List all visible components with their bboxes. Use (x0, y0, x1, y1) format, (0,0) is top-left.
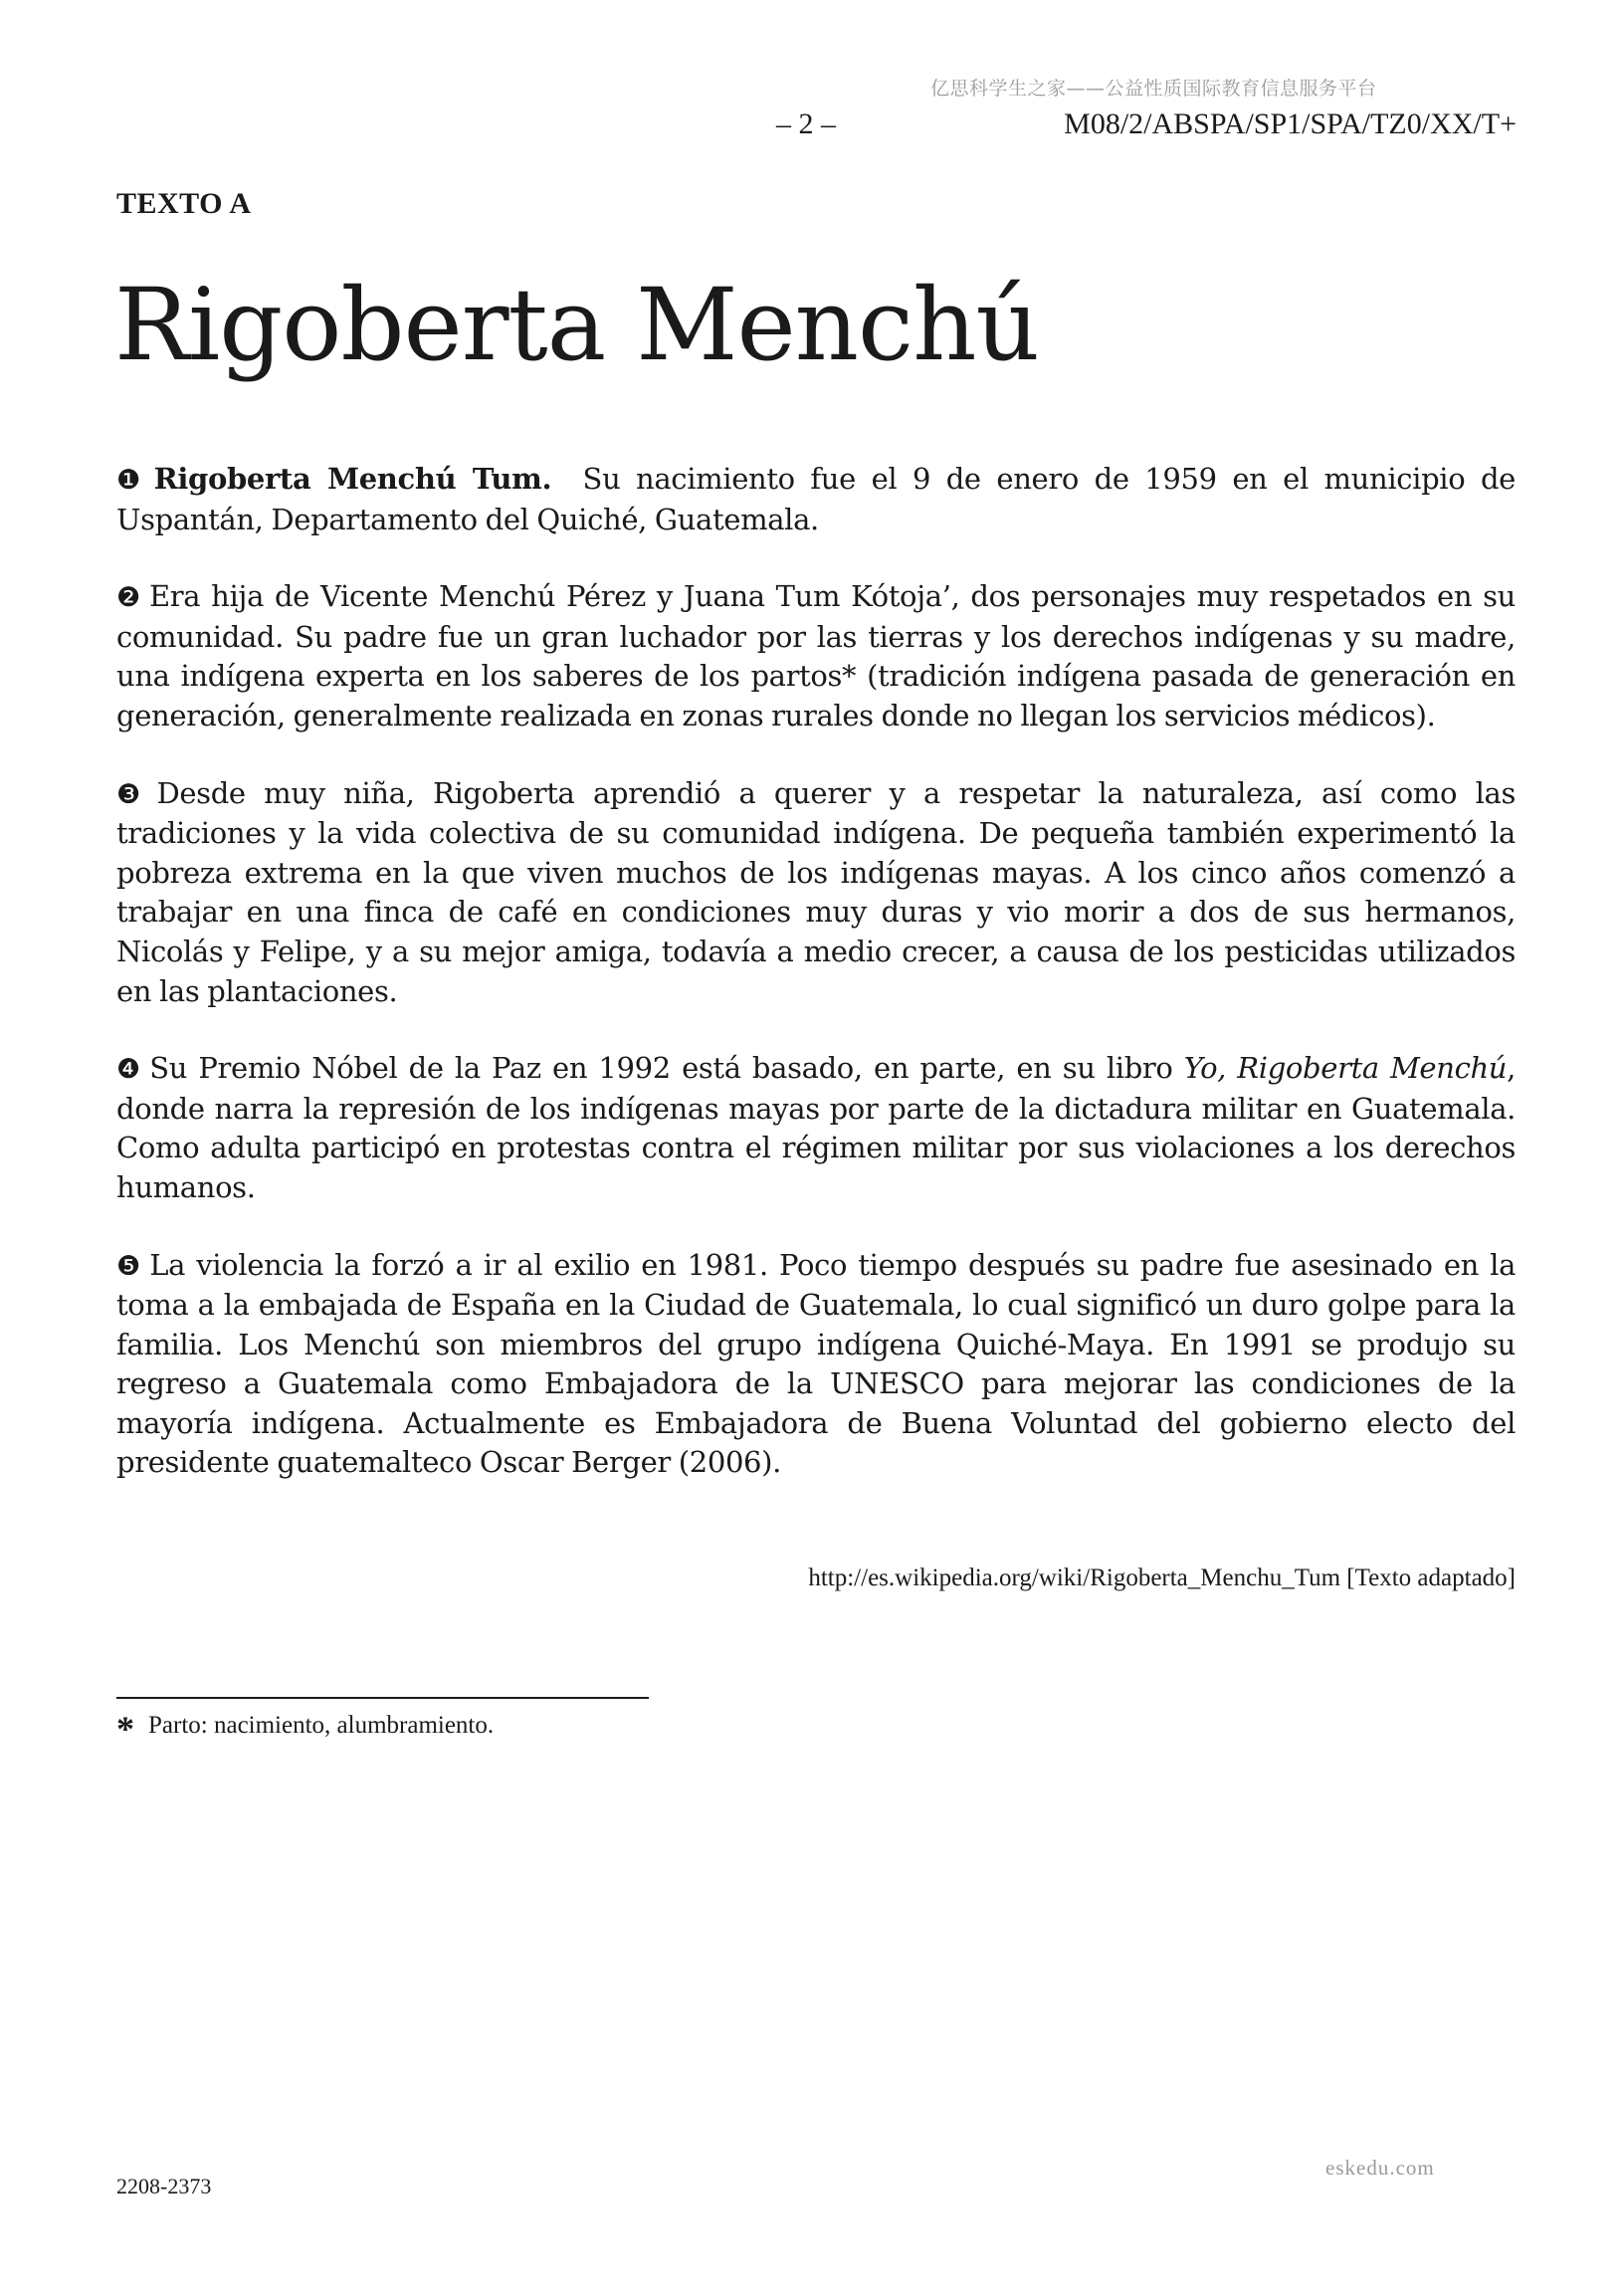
header-watermark: 亿思科学生之家——公益性质国际教育信息服务平台 (930, 78, 1377, 100)
footnote-divider (116, 1697, 649, 1699)
source-citation: http://es.wikipedia.org/wiki/Rigoberta_Menchu_Tum [Texto adaptado] (808, 1565, 1516, 1591)
paragraph-2 (116, 577, 1516, 735)
footer-watermark: eskedu.com (1325, 2156, 1435, 2180)
document-code: M08/2/ABSPA/SP1/SPA/TZ0/XX/T+ (1064, 107, 1517, 140)
paragraph-number-1: ❶ (116, 465, 148, 496)
paragraph-number-3: ❸ (116, 778, 151, 810)
paragraph-text: , donde narra la represión de los indígenas mayas por parte de la dictadura militar en Guatemala. Como adulta participó en protestas contra el régimen militar por sus violaciones a los derechos humanos. (116, 1051, 1516, 1204)
section-label: TEXTO A (116, 187, 252, 220)
book-title: Yo, Rigoberta Menchú (1183, 1051, 1508, 1086)
paragraph-text: Su nacimiento fue el 9 de enero de 1959 en el municipio de Uspantán, Departamento del Quiché, Guatemala. (116, 462, 1516, 536)
paragraph-text: Desde muy niña, Rigoberta aprendió a querer y a respetar la naturaleza, así como las tradiciones y la vida colectiva de su comunidad indígena. De pequeña también experimentó la pobreza extrema en la que viven muchos de los indígenas mayas. A los cinco años comenzó a trabajar en una finca de café en condiciones muy duras y vio morir a dos de sus hermanos, Nicolás y Felipe, y a su mejor amiga, todavía a medio crecer, a causa de los pesticidas utilizados en las plantaciones. (116, 775, 1516, 1008)
article-title: Rigoberta Menchú (114, 267, 1039, 383)
paragraph-text: Su Premio Nóbel de la Paz en 1992 está basado, en parte, en su libro (149, 1051, 1184, 1086)
paragraph-5 (116, 1246, 1516, 1484)
article-body (116, 460, 1516, 1521)
paragraph-4 (116, 1049, 1516, 1207)
footnote-text: Parto: nacimiento, alumbramiento. (148, 1712, 495, 1739)
paragraph-number-2: ❷ (116, 582, 143, 614)
footnote (116, 1708, 494, 1750)
paragraph-text: La violencia la forzó a ir al exilio en 1981. Poco tiempo después su padre fue asesinado en la toma a la embajada de España en la Ciudad de Guatemala, lo cual significó un duro golpe para la familia. Los Menchú son miembros del grupo indígena Quiché-Maya. En 1991 se produjo su regreso a Guatemala como Embajadora de la UNESCO para mejorar las condiciones de la mayoría indígena. Actualmente es Embajadora de Buena Voluntad del gobierno electo del presidente guatemalteco Oscar Berger (2006). (116, 1247, 1517, 1480)
paragraph-1 (116, 460, 1516, 539)
footer-code: 2208-2373 (116, 2174, 212, 2198)
paragraph-lead: Rigoberta Menchú Tum. (153, 462, 552, 496)
page-number: – 2 – (776, 107, 836, 140)
paragraph-number-4: ❹ (116, 1054, 144, 1086)
paragraph-number-5: ❺ (116, 1250, 144, 1282)
footnote-mark: * (116, 1709, 134, 1749)
paragraph-3 (116, 774, 1516, 1012)
paragraph-text: Era hija de Vicente Menchú Pérez y Juana Tum Kótoja’, dos personajes muy respetados en su comunidad. Su padre fue un gran luchador por las tierras y los derechos indígenas y su madre, una indígena experta en los saberes de los partos* (tradición indígena pasada de generación en generación, generalmente realizada en zonas rurales donde no llegan los servicios médicos). (116, 579, 1516, 732)
